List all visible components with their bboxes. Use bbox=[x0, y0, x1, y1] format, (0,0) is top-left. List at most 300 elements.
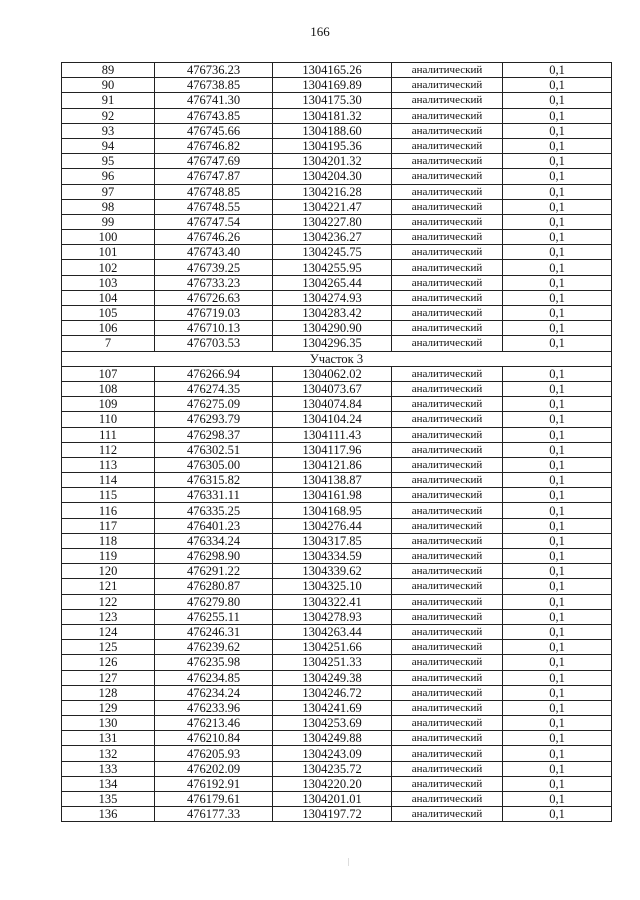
accuracy-cell: 0,1 bbox=[503, 108, 612, 123]
point-number-cell: 107 bbox=[62, 366, 155, 381]
point-number-cell: 129 bbox=[62, 700, 155, 715]
x-coordinate-cell: 476302.51 bbox=[155, 442, 273, 457]
table-row bbox=[62, 716, 612, 731]
section-header-group bbox=[62, 351, 612, 366]
x-coordinate-cell: 476235.98 bbox=[155, 655, 273, 670]
method-cell: аналитический bbox=[392, 366, 503, 381]
accuracy-cell: 0,1 bbox=[503, 260, 612, 275]
point-number-cell: 98 bbox=[62, 199, 155, 214]
y-coordinate-cell: 1304263.44 bbox=[273, 624, 392, 639]
point-number-cell: 130 bbox=[62, 716, 155, 731]
page-number: 166 bbox=[310, 24, 330, 39]
point-number-cell: 101 bbox=[62, 245, 155, 260]
method-cell: аналитический bbox=[392, 245, 503, 260]
table-row bbox=[62, 792, 612, 807]
y-coordinate-cell: 1304236.27 bbox=[273, 230, 392, 245]
table-row bbox=[62, 807, 612, 822]
accuracy-cell: 0,1 bbox=[503, 275, 612, 290]
x-coordinate-cell: 476298.90 bbox=[155, 549, 273, 564]
x-coordinate-cell: 476202.09 bbox=[155, 761, 273, 776]
method-cell: аналитический bbox=[392, 640, 503, 655]
table-row bbox=[62, 564, 612, 579]
y-coordinate-cell: 1304121.86 bbox=[273, 457, 392, 472]
point-number-cell: 115 bbox=[62, 488, 155, 503]
point-number-cell: 134 bbox=[62, 776, 155, 791]
method-cell: аналитический bbox=[392, 609, 503, 624]
y-coordinate-cell: 1304221.47 bbox=[273, 199, 392, 214]
x-coordinate-cell: 476748.55 bbox=[155, 199, 273, 214]
x-coordinate-cell: 476747.54 bbox=[155, 214, 273, 229]
table-row bbox=[62, 230, 612, 245]
y-coordinate-cell: 1304197.72 bbox=[273, 807, 392, 822]
point-number-cell: 119 bbox=[62, 549, 155, 564]
method-cell: аналитический bbox=[392, 533, 503, 548]
x-coordinate-cell: 476305.00 bbox=[155, 457, 273, 472]
accuracy-cell: 0,1 bbox=[503, 78, 612, 93]
method-cell: аналитический bbox=[392, 93, 503, 108]
method-cell: аналитический bbox=[392, 685, 503, 700]
point-number-cell: 99 bbox=[62, 214, 155, 229]
method-cell: аналитический bbox=[392, 442, 503, 457]
table-row bbox=[62, 427, 612, 442]
table-row bbox=[62, 290, 612, 305]
table-row bbox=[62, 549, 612, 564]
y-coordinate-cell: 1304296.35 bbox=[273, 336, 392, 351]
method-cell: аналитический bbox=[392, 776, 503, 791]
accuracy-cell: 0,1 bbox=[503, 746, 612, 761]
table-row bbox=[62, 503, 612, 518]
method-cell: аналитический bbox=[392, 78, 503, 93]
accuracy-cell: 0,1 bbox=[503, 579, 612, 594]
table-row bbox=[62, 761, 612, 776]
method-cell: аналитический bbox=[392, 412, 503, 427]
method-cell: аналитический bbox=[392, 624, 503, 639]
method-cell: аналитический bbox=[392, 473, 503, 488]
point-number-cell: 108 bbox=[62, 381, 155, 396]
point-number-cell: 89 bbox=[62, 63, 155, 78]
x-coordinate-cell: 476335.25 bbox=[155, 503, 273, 518]
x-coordinate-cell: 476739.25 bbox=[155, 260, 273, 275]
accuracy-cell: 0,1 bbox=[503, 123, 612, 138]
x-coordinate-cell: 476275.09 bbox=[155, 397, 273, 412]
method-cell: аналитический bbox=[392, 199, 503, 214]
table-row bbox=[62, 518, 612, 533]
method-cell: аналитический bbox=[392, 275, 503, 290]
accuracy-cell: 0,1 bbox=[503, 503, 612, 518]
accuracy-cell: 0,1 bbox=[503, 230, 612, 245]
accuracy-cell: 0,1 bbox=[503, 245, 612, 260]
accuracy-cell: 0,1 bbox=[503, 594, 612, 609]
point-number-cell: 128 bbox=[62, 685, 155, 700]
point-number-cell: 90 bbox=[62, 78, 155, 93]
table-row bbox=[62, 609, 612, 624]
point-number-cell: 117 bbox=[62, 518, 155, 533]
y-coordinate-cell: 1304249.88 bbox=[273, 731, 392, 746]
accuracy-cell: 0,1 bbox=[503, 336, 612, 351]
table-row bbox=[62, 655, 612, 670]
x-coordinate-cell: 476179.61 bbox=[155, 792, 273, 807]
x-coordinate-cell: 476192.91 bbox=[155, 776, 273, 791]
table-row bbox=[62, 442, 612, 457]
method-cell: аналитический bbox=[392, 397, 503, 412]
point-number-cell: 122 bbox=[62, 594, 155, 609]
method-cell: аналитический bbox=[392, 321, 503, 336]
accuracy-cell: 0,1 bbox=[503, 397, 612, 412]
accuracy-cell: 0,1 bbox=[503, 776, 612, 791]
point-number-cell: 110 bbox=[62, 412, 155, 427]
y-coordinate-cell: 1304325.10 bbox=[273, 579, 392, 594]
section-header-row bbox=[62, 351, 612, 366]
method-cell: аналитический bbox=[392, 731, 503, 746]
x-coordinate-cell: 476743.85 bbox=[155, 108, 273, 123]
y-coordinate-cell: 1304227.80 bbox=[273, 214, 392, 229]
point-number-cell: 103 bbox=[62, 275, 155, 290]
table-row bbox=[62, 138, 612, 153]
accuracy-cell: 0,1 bbox=[503, 214, 612, 229]
y-coordinate-cell: 1304253.69 bbox=[273, 716, 392, 731]
method-cell: аналитический bbox=[392, 518, 503, 533]
point-number-cell: 126 bbox=[62, 655, 155, 670]
accuracy-cell: 0,1 bbox=[503, 716, 612, 731]
method-cell: аналитический bbox=[392, 63, 503, 78]
accuracy-cell: 0,1 bbox=[503, 169, 612, 184]
accuracy-cell: 0,1 bbox=[503, 63, 612, 78]
point-number-cell: 104 bbox=[62, 290, 155, 305]
y-coordinate-cell: 1304235.72 bbox=[273, 761, 392, 776]
point-number-cell: 100 bbox=[62, 230, 155, 245]
accuracy-cell: 0,1 bbox=[503, 138, 612, 153]
point-number-cell: 120 bbox=[62, 564, 155, 579]
table-body-part-1 bbox=[62, 63, 612, 352]
point-number-cell: 95 bbox=[62, 154, 155, 169]
method-cell: аналитический bbox=[392, 457, 503, 472]
y-coordinate-cell: 1304334.59 bbox=[273, 549, 392, 564]
point-number-cell: 133 bbox=[62, 761, 155, 776]
table-row bbox=[62, 624, 612, 639]
table-row bbox=[62, 108, 612, 123]
x-coordinate-cell: 476298.37 bbox=[155, 427, 273, 442]
point-number-cell: 135 bbox=[62, 792, 155, 807]
table-row bbox=[62, 123, 612, 138]
method-cell: аналитический bbox=[392, 670, 503, 685]
y-coordinate-cell: 1304165.26 bbox=[273, 63, 392, 78]
x-coordinate-cell: 476741.30 bbox=[155, 93, 273, 108]
point-number-cell: 111 bbox=[62, 427, 155, 442]
table-row bbox=[62, 63, 612, 78]
y-coordinate-cell: 1304204.30 bbox=[273, 169, 392, 184]
x-coordinate-cell: 476177.33 bbox=[155, 807, 273, 822]
accuracy-cell: 0,1 bbox=[503, 807, 612, 822]
point-number-cell: 106 bbox=[62, 321, 155, 336]
x-coordinate-cell: 476736.23 bbox=[155, 63, 273, 78]
table-row bbox=[62, 78, 612, 93]
point-number-cell: 105 bbox=[62, 306, 155, 321]
y-coordinate-cell: 1304201.01 bbox=[273, 792, 392, 807]
accuracy-cell: 0,1 bbox=[503, 412, 612, 427]
y-coordinate-cell: 1304216.28 bbox=[273, 184, 392, 199]
method-cell: аналитический bbox=[392, 108, 503, 123]
x-coordinate-cell: 476703.53 bbox=[155, 336, 273, 351]
method-cell: аналитический bbox=[392, 184, 503, 199]
point-number-cell: 94 bbox=[62, 138, 155, 153]
x-coordinate-cell: 476315.82 bbox=[155, 473, 273, 488]
accuracy-cell: 0,1 bbox=[503, 199, 612, 214]
method-cell: аналитический bbox=[392, 169, 503, 184]
x-coordinate-cell: 476239.62 bbox=[155, 640, 273, 655]
table-row bbox=[62, 260, 612, 275]
accuracy-cell: 0,1 bbox=[503, 381, 612, 396]
table-row bbox=[62, 321, 612, 336]
method-cell: аналитический bbox=[392, 761, 503, 776]
table-row bbox=[62, 731, 612, 746]
y-coordinate-cell: 1304276.44 bbox=[273, 518, 392, 533]
table-row bbox=[62, 397, 612, 412]
accuracy-cell: 0,1 bbox=[503, 488, 612, 503]
x-coordinate-cell: 476746.82 bbox=[155, 138, 273, 153]
x-coordinate-cell: 476210.84 bbox=[155, 731, 273, 746]
table-row bbox=[62, 533, 612, 548]
x-coordinate-cell: 476280.87 bbox=[155, 579, 273, 594]
table-row bbox=[62, 685, 612, 700]
x-coordinate-cell: 476234.24 bbox=[155, 685, 273, 700]
method-cell: аналитический bbox=[392, 214, 503, 229]
accuracy-cell: 0,1 bbox=[503, 427, 612, 442]
point-number-cell: 113 bbox=[62, 457, 155, 472]
table-row bbox=[62, 275, 612, 290]
table-row bbox=[62, 746, 612, 761]
point-number-cell: 91 bbox=[62, 93, 155, 108]
x-coordinate-cell: 476334.24 bbox=[155, 533, 273, 548]
method-cell: аналитический bbox=[392, 792, 503, 807]
accuracy-cell: 0,1 bbox=[503, 473, 612, 488]
table-row bbox=[62, 670, 612, 685]
table-row bbox=[62, 336, 612, 351]
method-cell: аналитический bbox=[392, 807, 503, 822]
y-coordinate-cell: 1304161.98 bbox=[273, 488, 392, 503]
method-cell: аналитический bbox=[392, 336, 503, 351]
point-number-cell: 125 bbox=[62, 640, 155, 655]
point-number-cell: 96 bbox=[62, 169, 155, 184]
y-coordinate-cell: 1304181.32 bbox=[273, 108, 392, 123]
accuracy-cell: 0,1 bbox=[503, 154, 612, 169]
table-row bbox=[62, 306, 612, 321]
y-coordinate-cell: 1304245.75 bbox=[273, 245, 392, 260]
x-coordinate-cell: 476747.69 bbox=[155, 154, 273, 169]
y-coordinate-cell: 1304249.38 bbox=[273, 670, 392, 685]
accuracy-cell: 0,1 bbox=[503, 685, 612, 700]
method-cell: аналитический bbox=[392, 427, 503, 442]
x-coordinate-cell: 476743.40 bbox=[155, 245, 273, 260]
table-row bbox=[62, 700, 612, 715]
point-number-cell: 92 bbox=[62, 108, 155, 123]
y-coordinate-cell: 1304138.87 bbox=[273, 473, 392, 488]
y-coordinate-cell: 1304251.33 bbox=[273, 655, 392, 670]
accuracy-cell: 0,1 bbox=[503, 533, 612, 548]
x-coordinate-cell: 476738.85 bbox=[155, 78, 273, 93]
table-row bbox=[62, 154, 612, 169]
y-coordinate-cell: 1304062.02 bbox=[273, 366, 392, 381]
y-coordinate-cell: 1304251.66 bbox=[273, 640, 392, 655]
y-coordinate-cell: 1304339.62 bbox=[273, 564, 392, 579]
y-coordinate-cell: 1304220.20 bbox=[273, 776, 392, 791]
table-row bbox=[62, 640, 612, 655]
point-number-cell: 124 bbox=[62, 624, 155, 639]
accuracy-cell: 0,1 bbox=[503, 700, 612, 715]
method-cell: аналитический bbox=[392, 290, 503, 305]
y-coordinate-cell: 1304117.96 bbox=[273, 442, 392, 457]
point-number-cell: 7 bbox=[62, 336, 155, 351]
y-coordinate-cell: 1304104.24 bbox=[273, 412, 392, 427]
y-coordinate-cell: 1304322.41 bbox=[273, 594, 392, 609]
x-coordinate-cell: 476213.46 bbox=[155, 716, 273, 731]
point-number-cell: 102 bbox=[62, 260, 155, 275]
y-coordinate-cell: 1304274.93 bbox=[273, 290, 392, 305]
x-coordinate-cell: 476710.13 bbox=[155, 321, 273, 336]
accuracy-cell: 0,1 bbox=[503, 624, 612, 639]
accuracy-cell: 0,1 bbox=[503, 564, 612, 579]
y-coordinate-cell: 1304243.09 bbox=[273, 746, 392, 761]
x-coordinate-cell: 476746.26 bbox=[155, 230, 273, 245]
table-row bbox=[62, 594, 612, 609]
x-coordinate-cell: 476205.93 bbox=[155, 746, 273, 761]
method-cell: аналитический bbox=[392, 488, 503, 503]
y-coordinate-cell: 1304168.95 bbox=[273, 503, 392, 518]
method-cell: аналитический bbox=[392, 503, 503, 518]
table-row bbox=[62, 93, 612, 108]
point-number-cell: 127 bbox=[62, 670, 155, 685]
accuracy-cell: 0,1 bbox=[503, 518, 612, 533]
accuracy-cell: 0,1 bbox=[503, 290, 612, 305]
accuracy-cell: 0,1 bbox=[503, 366, 612, 381]
x-coordinate-cell: 476747.87 bbox=[155, 169, 273, 184]
x-coordinate-cell: 476274.35 bbox=[155, 381, 273, 396]
table-row bbox=[62, 169, 612, 184]
x-coordinate-cell: 476726.63 bbox=[155, 290, 273, 305]
point-number-cell: 123 bbox=[62, 609, 155, 624]
table-row bbox=[62, 412, 612, 427]
accuracy-cell: 0,1 bbox=[503, 442, 612, 457]
accuracy-cell: 0,1 bbox=[503, 457, 612, 472]
x-coordinate-cell: 476719.03 bbox=[155, 306, 273, 321]
x-coordinate-cell: 476748.85 bbox=[155, 184, 273, 199]
point-number-cell: 136 bbox=[62, 807, 155, 822]
x-coordinate-cell: 476233.96 bbox=[155, 700, 273, 715]
table-row bbox=[62, 457, 612, 472]
method-cell: аналитический bbox=[392, 655, 503, 670]
y-coordinate-cell: 1304074.84 bbox=[273, 397, 392, 412]
accuracy-cell: 0,1 bbox=[503, 792, 612, 807]
accuracy-cell: 0,1 bbox=[503, 731, 612, 746]
method-cell: аналитический bbox=[392, 700, 503, 715]
accuracy-cell: 0,1 bbox=[503, 306, 612, 321]
y-coordinate-cell: 1304265.44 bbox=[273, 275, 392, 290]
x-coordinate-cell: 476733.23 bbox=[155, 275, 273, 290]
accuracy-cell: 0,1 bbox=[503, 655, 612, 670]
accuracy-cell: 0,1 bbox=[503, 609, 612, 624]
method-cell: аналитический bbox=[392, 138, 503, 153]
method-cell: аналитический bbox=[392, 549, 503, 564]
table-row bbox=[62, 776, 612, 791]
method-cell: аналитический bbox=[392, 123, 503, 138]
method-cell: аналитический bbox=[392, 260, 503, 275]
y-coordinate-cell: 1304169.89 bbox=[273, 78, 392, 93]
table-row bbox=[62, 579, 612, 594]
y-coordinate-cell: 1304317.85 bbox=[273, 533, 392, 548]
method-cell: аналитический bbox=[392, 564, 503, 579]
method-cell: аналитический bbox=[392, 746, 503, 761]
x-coordinate-cell: 476255.11 bbox=[155, 609, 273, 624]
x-coordinate-cell: 476745.66 bbox=[155, 123, 273, 138]
y-coordinate-cell: 1304195.36 bbox=[273, 138, 392, 153]
y-coordinate-cell: 1304201.32 bbox=[273, 154, 392, 169]
accuracy-cell: 0,1 bbox=[503, 549, 612, 564]
x-coordinate-cell: 476293.79 bbox=[155, 412, 273, 427]
point-number-cell: 93 bbox=[62, 123, 155, 138]
y-coordinate-cell: 1304283.42 bbox=[273, 306, 392, 321]
accuracy-cell: 0,1 bbox=[503, 640, 612, 655]
method-cell: аналитический bbox=[392, 230, 503, 245]
method-cell: аналитический bbox=[392, 579, 503, 594]
table-row bbox=[62, 488, 612, 503]
x-coordinate-cell: 476246.31 bbox=[155, 624, 273, 639]
accuracy-cell: 0,1 bbox=[503, 184, 612, 199]
table-row bbox=[62, 245, 612, 260]
method-cell: аналитический bbox=[392, 716, 503, 731]
y-coordinate-cell: 1304246.72 bbox=[273, 685, 392, 700]
y-coordinate-cell: 1304241.69 bbox=[273, 700, 392, 715]
table-body-part-2 bbox=[62, 366, 612, 822]
x-coordinate-cell: 476234.85 bbox=[155, 670, 273, 685]
point-number-cell: 121 bbox=[62, 579, 155, 594]
point-number-cell: 116 bbox=[62, 503, 155, 518]
point-number-cell: 112 bbox=[62, 442, 155, 457]
method-cell: аналитический bbox=[392, 306, 503, 321]
accuracy-cell: 0,1 bbox=[503, 761, 612, 776]
accuracy-cell: 0,1 bbox=[503, 670, 612, 685]
point-number-cell: 118 bbox=[62, 533, 155, 548]
y-coordinate-cell: 1304073.67 bbox=[273, 381, 392, 396]
point-number-cell: 114 bbox=[62, 473, 155, 488]
y-coordinate-cell: 1304188.60 bbox=[273, 123, 392, 138]
y-coordinate-cell: 1304175.30 bbox=[273, 93, 392, 108]
scan-mark bbox=[348, 858, 349, 866]
accuracy-cell: 0,1 bbox=[503, 321, 612, 336]
x-coordinate-cell: 476266.94 bbox=[155, 366, 273, 381]
y-coordinate-cell: 1304111.43 bbox=[273, 427, 392, 442]
y-coordinate-cell: 1304290.90 bbox=[273, 321, 392, 336]
y-coordinate-cell: 1304255.95 bbox=[273, 260, 392, 275]
section-title: Участок 3 bbox=[62, 351, 612, 366]
method-cell: аналитический bbox=[392, 154, 503, 169]
table-row bbox=[62, 381, 612, 396]
method-cell: аналитический bbox=[392, 594, 503, 609]
table-row bbox=[62, 199, 612, 214]
table-row bbox=[62, 366, 612, 381]
point-number-cell: 132 bbox=[62, 746, 155, 761]
x-coordinate-cell: 476331.11 bbox=[155, 488, 273, 503]
coordinates-table bbox=[61, 62, 612, 822]
table-row bbox=[62, 184, 612, 199]
x-coordinate-cell: 476291.22 bbox=[155, 564, 273, 579]
point-number-cell: 97 bbox=[62, 184, 155, 199]
x-coordinate-cell: 476401.23 bbox=[155, 518, 273, 533]
point-number-cell: 109 bbox=[62, 397, 155, 412]
table-row bbox=[62, 214, 612, 229]
accuracy-cell: 0,1 bbox=[503, 93, 612, 108]
x-coordinate-cell: 476279.80 bbox=[155, 594, 273, 609]
y-coordinate-cell: 1304278.93 bbox=[273, 609, 392, 624]
method-cell: аналитический bbox=[392, 381, 503, 396]
